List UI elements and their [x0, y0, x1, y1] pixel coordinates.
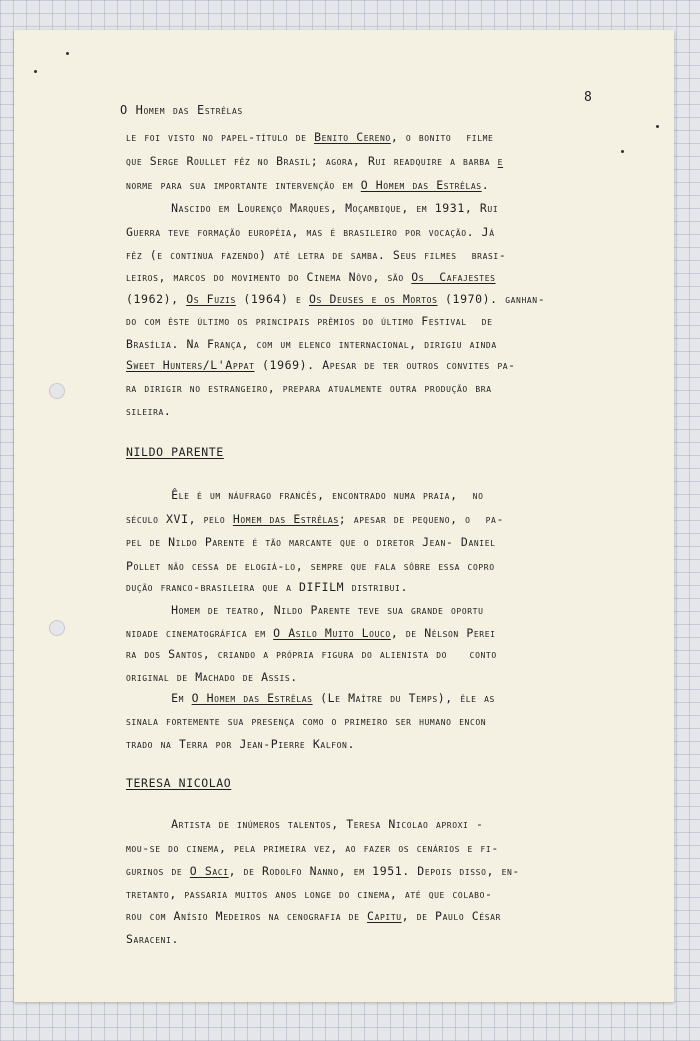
text-run: Guerra teve formação européia, mas é brasileiro por vocação. Já	[126, 225, 495, 239]
underlined-title: TERESA NICOLAO	[126, 776, 232, 790]
text-run: Brasília. Na França, com um elenco internacional, dirigiu ainda	[126, 337, 497, 351]
text-line	[126, 512, 504, 526]
underlined-title: Homem das Estrêlas	[232, 512, 339, 526]
text-run: do com êste último os principais prêmios do último Festival de	[126, 314, 493, 328]
text-line	[126, 488, 484, 502]
text-line	[126, 864, 520, 878]
page-number: 8	[584, 90, 592, 105]
text-line	[126, 270, 496, 284]
text-run: Êle é um náufrago francês, encontrado numa praia, no	[126, 488, 484, 502]
text-line	[126, 626, 496, 640]
text-run: Saraceni.	[126, 932, 179, 946]
text-run: século XVI, pelo	[126, 512, 233, 526]
text-run: ; apesar de pequeno, o pa-	[338, 512, 504, 526]
text-run: ra dirigir no estrangeiro, prepara atualmente outra produção bra	[126, 381, 492, 395]
text-line	[126, 670, 298, 684]
text-run: (Le Maître du Temps), êle as	[312, 691, 495, 705]
underlined-title: e	[497, 154, 504, 168]
text-line	[126, 841, 499, 855]
text-line	[126, 337, 497, 351]
text-run: , o bonito filme	[390, 130, 494, 144]
text-run: tretanto, passaria muitos anos longe do cinema, até que colabo-	[126, 887, 493, 901]
typewritten-page	[14, 30, 674, 1002]
ink-speck	[656, 125, 659, 128]
text-line	[126, 292, 545, 306]
ink-speck	[66, 52, 69, 55]
text-run: mou-se do cinema, pela primeira vez, ao fazer os cenários e fi-	[126, 841, 499, 855]
text-run: le foi visto no papel-título de	[126, 130, 315, 144]
text-run: .	[481, 178, 490, 192]
text-run: nidade cinematográfica em	[126, 626, 274, 640]
text-line	[126, 358, 516, 372]
text-run: (1969). Apesar de ter outros convites pa-	[254, 358, 516, 372]
text-line	[126, 887, 493, 901]
underlined-title: Os Cafajestes	[411, 270, 496, 284]
text-line	[126, 776, 231, 790]
text-line	[126, 225, 495, 239]
text-run: leiros, marcos do movimento do Cinema Nôvo, são	[126, 270, 412, 284]
text-run: gurinos de	[126, 864, 190, 878]
text-line	[126, 580, 408, 594]
text-run: , de Paulo César	[401, 909, 501, 923]
text-line	[126, 314, 493, 328]
text-run: (1962),	[126, 292, 187, 306]
text-line	[126, 201, 498, 215]
text-run: sileira.	[126, 404, 172, 418]
text-run: original de Machado de Assis.	[126, 670, 298, 684]
underlined-title: O Homem das Estrêlas	[191, 691, 313, 705]
text-run: que Serge Roullet fêz no Brasil; agora, Rui readquire a barba	[126, 154, 498, 168]
text-run: Nascido em Lourenço Marques, Moçambique, em 1931, Rui	[126, 201, 499, 215]
underlined-title: O Homem das Estrêlas	[360, 178, 482, 192]
text-line	[126, 817, 484, 831]
ink-speck	[621, 150, 624, 153]
text-run: Em	[126, 691, 192, 705]
text-line	[126, 248, 506, 262]
text-run: Pollet não cessa de elogiá-lo, sempre que fala sôbre essa copro	[126, 559, 495, 573]
text-run: ra dos Santos, criando a própria figura do alienista do conto	[126, 647, 497, 661]
ink-speck	[34, 70, 37, 73]
underlined-title: Benito Cereno	[314, 130, 391, 144]
text-run: rou com Anísio Medeiros na cenografia de	[126, 909, 368, 923]
text-run: sinala fortemente sua presença como o primeiro ser humano encon	[126, 714, 487, 728]
underlined-title: NILDO PARENTE	[126, 445, 224, 459]
text-run: Homem de teatro, Nildo Parente teve sua grande oportu	[126, 603, 484, 617]
text-run: dução franco-brasileira que a DIFILM distribui.	[126, 580, 408, 594]
text-run: pel de Nildo Parente é tão marcante que o diretor Jean- Daniel	[126, 535, 496, 549]
text-run: (1964) e	[235, 292, 309, 306]
text-line	[126, 714, 486, 728]
underlined-title: Os Fuzis	[186, 292, 236, 306]
text-line	[126, 691, 495, 705]
punch-hole	[49, 620, 65, 636]
text-run: norme para sua importante intervenção em	[126, 178, 361, 192]
text-line	[126, 535, 496, 549]
text-run: Artista de inúmeros talentos, Teresa Nicolao aproxi -	[126, 817, 484, 831]
text-line	[126, 647, 497, 661]
punch-hole	[49, 383, 65, 399]
text-line	[126, 559, 495, 573]
header-title: O Homem das Estrêlas	[120, 103, 243, 117]
text-run: , de Nélson Perei	[390, 626, 496, 640]
text-line	[126, 909, 501, 923]
text-line	[126, 603, 484, 617]
text-run: trado na Terra por Jean-Pierre Kalfon.	[126, 737, 356, 751]
underlined-title: Os Deuses e os Mortos	[309, 292, 438, 306]
underlined-title: O Saci	[189, 864, 229, 878]
text-line	[126, 404, 171, 418]
underlined-title: Sweet Hunters/L'Appat	[126, 358, 255, 372]
text-line	[126, 381, 492, 395]
text-run: (1970). ganhan-	[437, 292, 546, 306]
text-run: , de Rodolfo Nanno, em 1951. Depois disso, en-	[228, 864, 520, 878]
text-run: fêz (e continua fazendo) até letra de samba. Seus filmes brasi-	[126, 248, 507, 262]
text-line	[126, 130, 493, 144]
underlined-title: O Asilo Muito Louco	[273, 626, 391, 640]
text-line	[126, 445, 224, 459]
underlined-title: Capitu	[367, 909, 402, 923]
text-line	[126, 737, 355, 751]
text-line	[126, 932, 179, 946]
text-line	[126, 178, 489, 192]
text-line	[126, 154, 503, 168]
